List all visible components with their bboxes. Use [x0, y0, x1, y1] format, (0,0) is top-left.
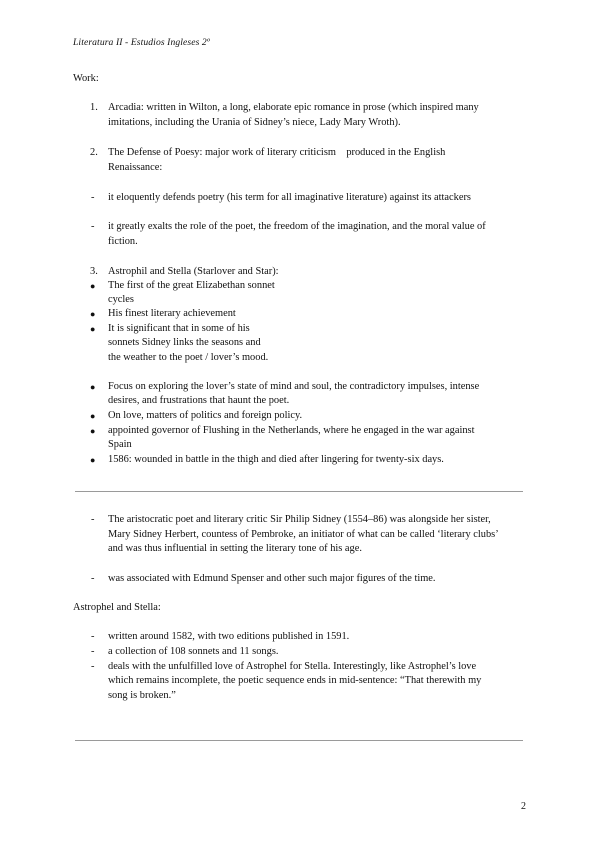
bullet-text-line: The first of the great Elizabethan sonnet — [108, 280, 275, 291]
dash-text-line: and was thus influential in setting the literary tone of his age. — [108, 543, 362, 554]
bullet-icon: ● — [90, 324, 96, 334]
bullet-text-line: sonnets Sidney links the seasons and — [108, 337, 261, 348]
item-text-line: The Defense of Poesy: major work of literary criticism produced in the English — [108, 147, 446, 158]
bullet-text-line: Spain — [108, 439, 132, 450]
astrophel-label: Astrophel and Stella: — [73, 602, 161, 613]
dash-text-line: a collection of 108 sonnets and 11 songs. — [108, 646, 279, 657]
item-text-line: imitations, including the Urania of Sidney’s niece, Lady Mary Wroth). — [108, 117, 401, 128]
bullet-icon: ● — [90, 382, 96, 392]
horizontal-divider — [75, 491, 523, 492]
bullet-text-line: On love, matters of politics and foreign policy. — [108, 410, 303, 421]
list-marker: 1. — [90, 102, 98, 113]
bullet-icon: ● — [90, 281, 96, 291]
dash-text-line: was associated with Edmund Spenser and other such major figures of the time. — [108, 573, 436, 584]
dash-marker: - — [91, 631, 95, 642]
dash-marker: - — [91, 646, 95, 657]
bullet-text-line: 1586: wounded in battle in the thigh and died after lingering for twenty-six days. — [108, 454, 444, 465]
item-text-line: Astrophil and Stella (Starlover and Star): — [108, 266, 279, 277]
dash-text-line: which remains incomplete, the poetic sequence ends in mid-sentence: “That therewith my — [108, 675, 482, 686]
dash-text-line: deals with the unfulfilled love of Astrophel for Stella. Interestingly, like Astrophel’s love — [108, 661, 477, 672]
bullet-icon: ● — [90, 309, 96, 319]
dash-text-line: song is broken.” — [108, 690, 176, 701]
dash-text-line: Mary Sidney Herbert, countess of Pembroke, an initiator of what can be called ‘literary clubs’ — [108, 529, 499, 540]
dash-text-line: fiction. — [108, 236, 138, 247]
bullet-icon: ● — [90, 411, 96, 421]
running-header: Literatura II - Estudios Ingleses 2º — [73, 37, 210, 48]
bullet-text-line: the weather to the poet / lover’s mood. — [108, 352, 269, 363]
dash-marker: - — [91, 221, 95, 232]
bullet-text-line: appointed governor of Flushing in the Netherlands, where he engaged in the war against — [108, 425, 475, 436]
item-text-line: Arcadia: written in Wilton, a long, elaborate epic romance in prose (which inspired many — [108, 102, 479, 113]
dash-marker: - — [91, 661, 95, 672]
horizontal-divider — [75, 740, 523, 741]
list-marker: 2. — [90, 147, 98, 158]
bullet-text-line: Focus on exploring the lover’s state of mind and soul, the contradictory impulses, intense — [108, 381, 480, 392]
dash-text-line: it greatly exalts the role of the poet, the freedom of the imagination, and the moral value of — [108, 221, 486, 232]
bullet-text-line: desires, and frustrations that haunt the poet. — [108, 395, 290, 406]
dash-text-line: written around 1582, with two editions published in 1591. — [108, 631, 350, 642]
dash-marker: - — [91, 514, 95, 525]
dash-marker: - — [91, 192, 95, 203]
bullet-text-line: It is significant that in some of his — [108, 323, 250, 334]
item-text-line: Renaissance: — [108, 162, 163, 173]
page-number: 2 — [521, 801, 526, 812]
bullet-text-line: His finest literary achievement — [108, 308, 236, 319]
list-marker: 3. — [90, 266, 98, 277]
bullet-icon: ● — [90, 426, 96, 436]
dash-text-line: it eloquently defends poetry (his term for all imaginative literature) against its attackers — [108, 192, 471, 203]
work-label: Work: — [73, 73, 99, 84]
dash-text-line: The aristocratic poet and literary critic Sir Philip Sidney (1554–86) was alongside her sister, — [108, 514, 491, 525]
dash-marker: - — [91, 573, 95, 584]
bullet-text-line: cycles — [108, 294, 134, 305]
bullet-icon: ● — [90, 455, 96, 465]
